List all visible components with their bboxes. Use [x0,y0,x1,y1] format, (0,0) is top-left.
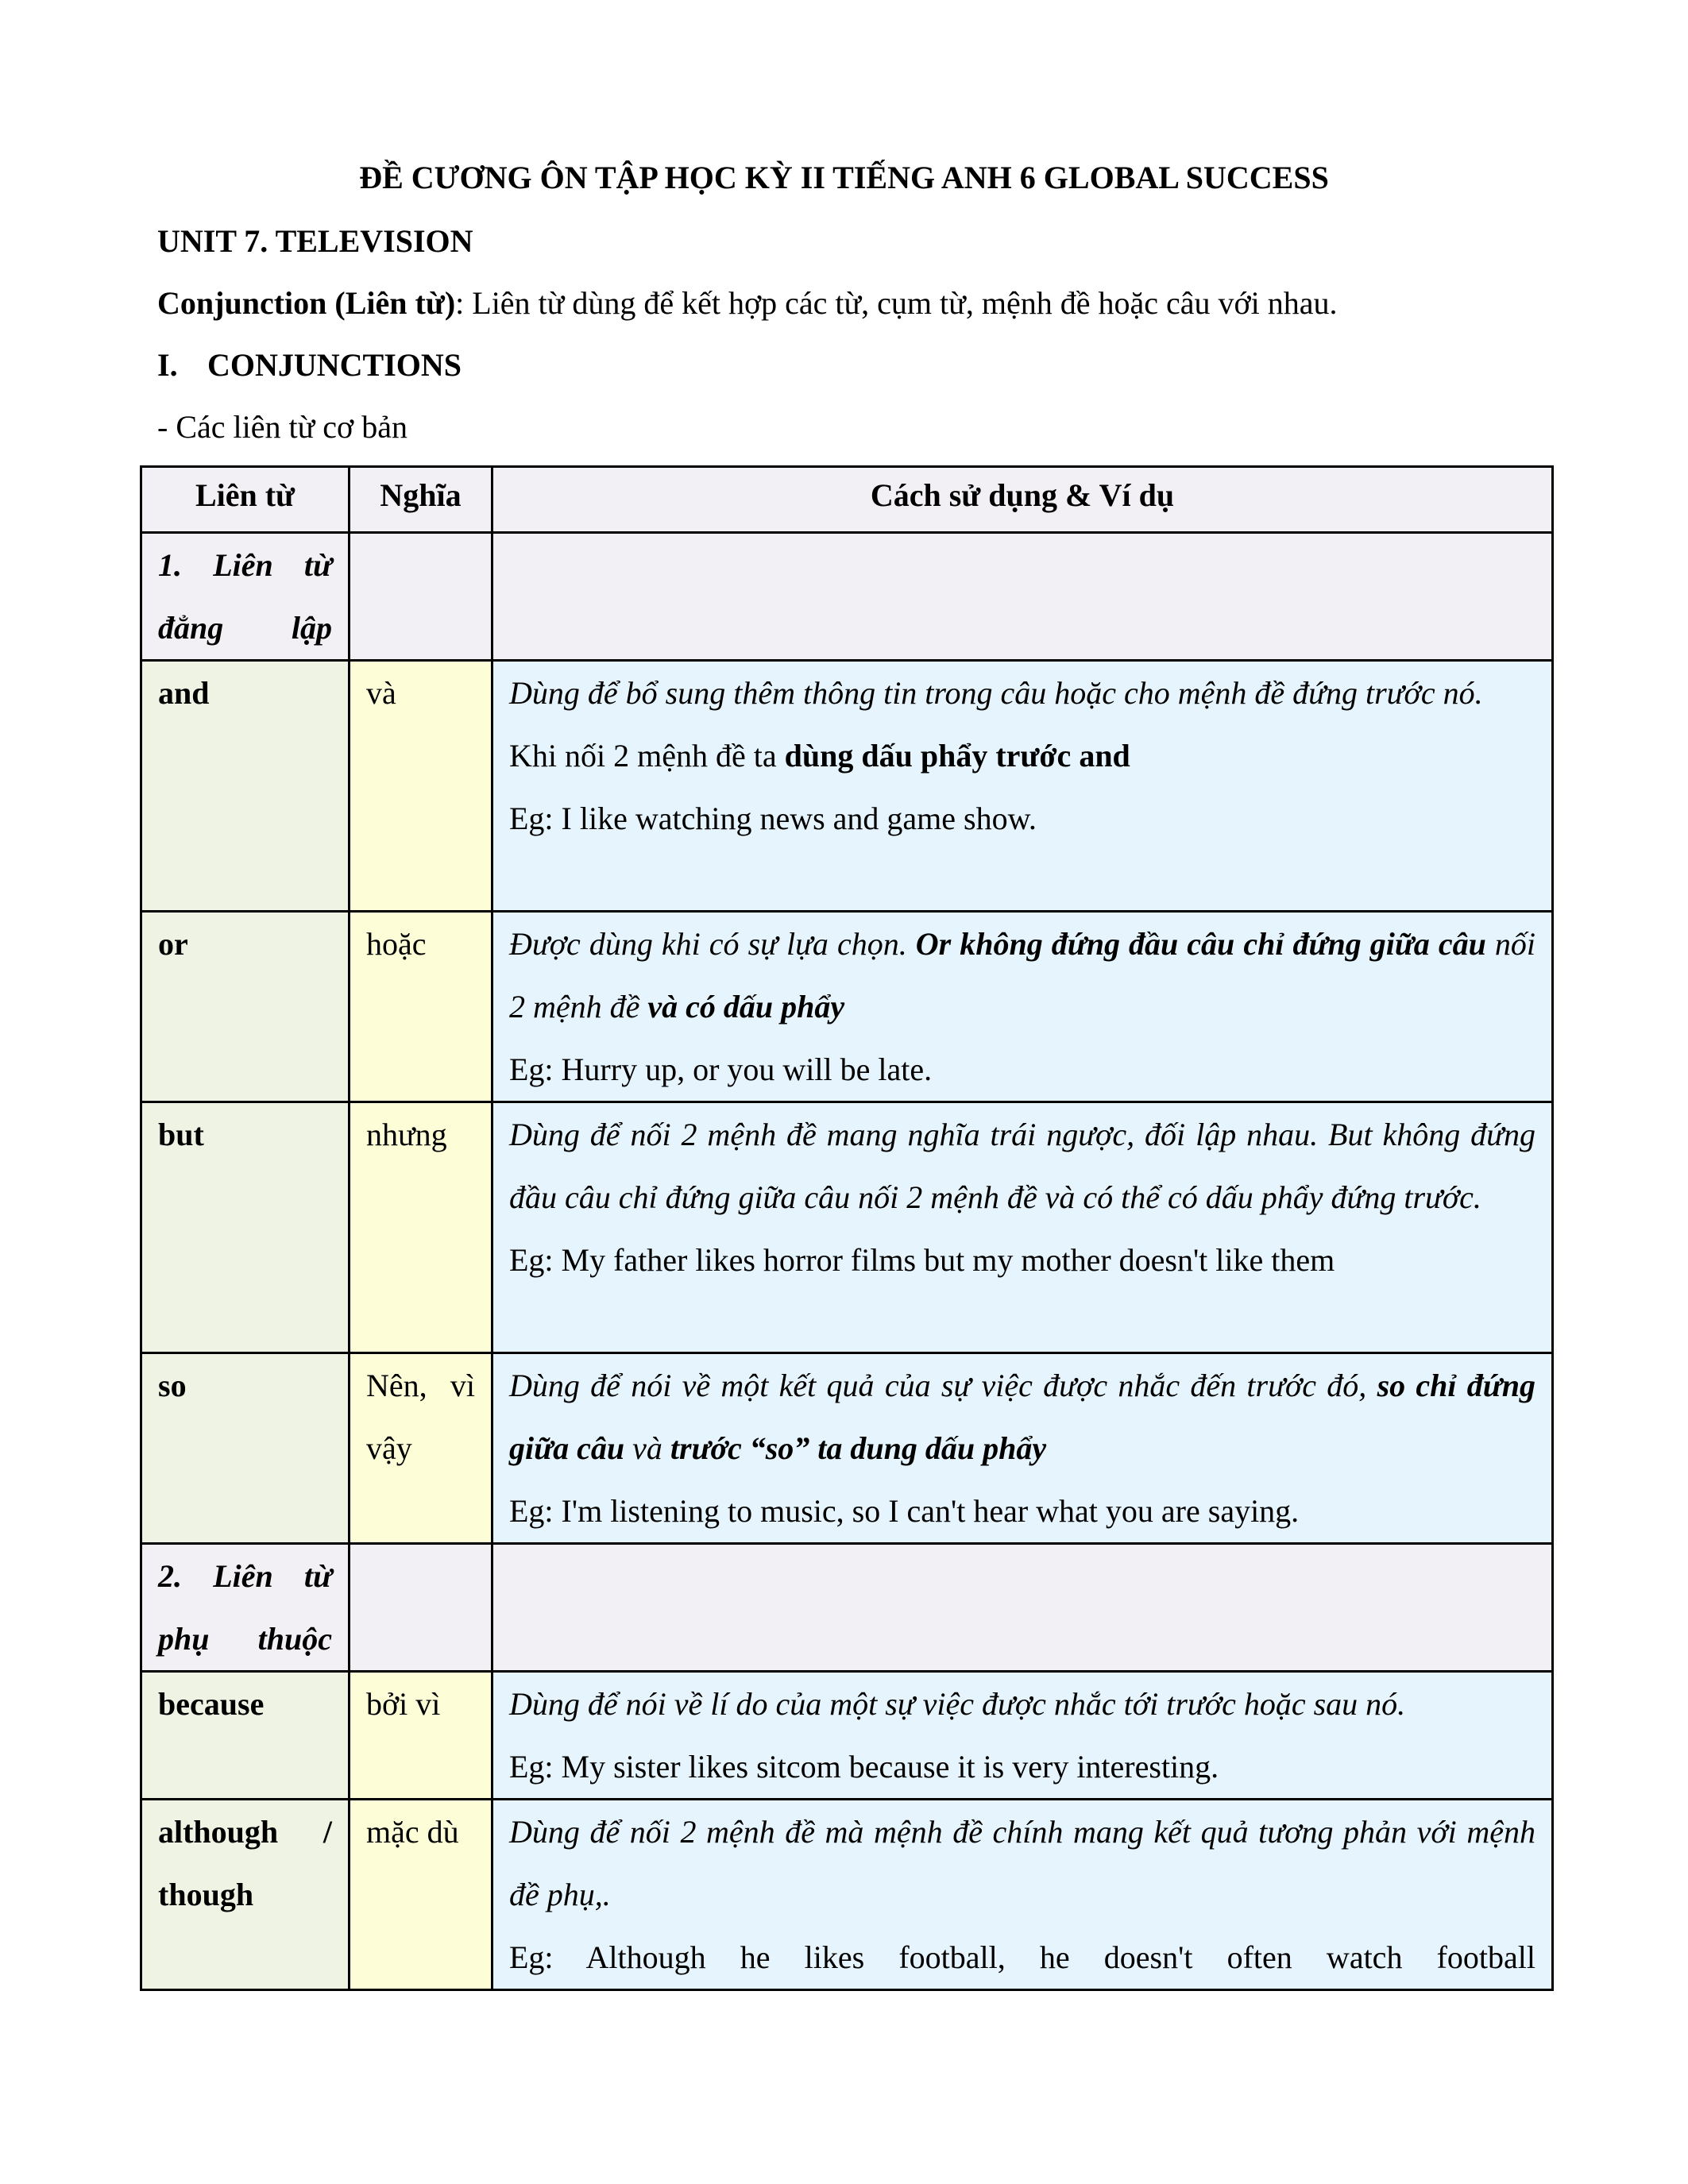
conjunction-meaning: Nên, vì vậy [350,1353,492,1544]
conjunction-meaning: nhưng [350,1102,492,1353]
usage-bold-part: so chỉ đứng giữa câu [509,1368,1536,1466]
definition-term: Conjunction (Liên từ) [157,285,456,321]
table-row-and [141,661,1553,912]
category-subordinating: 2. Liên từ phụ thuộc [141,1544,350,1672]
header-conjunction: Liên từ [141,467,350,533]
usage-text: Dùng để nói về lí do của một sự việc được nhắc tới trước hoặc sau nó. [509,1686,1406,1722]
empty-cell [350,533,492,661]
section-heading [157,343,462,388]
conjunction-usage [492,661,1553,912]
usage-part: Dùng để nói về một kết quả của sự việc được nhắc đến trước đó, [509,1368,1377,1403]
document-title: ĐỀ CƯƠNG ÔN TẬP HỌC KỲ II TIẾNG ANH 6 GLOBAL SUCCESS [359,160,1329,195]
header-usage: Cách sử dụng & Ví dụ [492,467,1553,533]
usage-part: nối 2 mệnh đề [509,926,1535,1024]
empty-cell [350,1544,492,1672]
table-header-row [141,467,1553,533]
usage-text [509,913,1535,1038]
usage-text: Dùng để nối 2 mệnh đề mang nghĩa trái ngược, đối lập nhau. But không đứng đầu câu chỉ đứng giữa câu nối 2 mệnh đề và có thể có dấu phẩy đứng trước. [509,1117,1535,1215]
usage-part: và [624,1430,670,1466]
section-title: CONJUNCTIONS [207,347,462,383]
table-row-but [141,1102,1553,1353]
definition-text: : Liên từ dùng để kết hợp các từ, cụm từ, mệnh đề hoặc câu với nhau. [455,285,1338,321]
example-text: Eg: I'm listening to music, so I can't hear what you are saying. [509,1493,1300,1529]
conjunction-meaning: bởi vì [350,1672,492,1800]
unit-title: UNIT 7. TELEVISION [157,223,473,259]
table-row-because [141,1672,1553,1800]
usage-note [509,724,1535,787]
section-number: I. [157,347,178,383]
example-text: Eg: Although he likes football, he doesn't often watch football [509,1939,1535,1975]
conjunction-usage [492,912,1553,1102]
table-row-although [141,1800,1553,1990]
conjunctions-table [140,465,1554,1991]
header-meaning: Nghĩa [350,467,492,533]
table-row-or [141,912,1553,1102]
conjunction-definition [157,281,1338,326]
conjunction-word: so [141,1353,350,1544]
usage-bold-part: và có dấu phẩy [647,989,845,1024]
example-text: Eg: My father likes horror films but my mother doesn't like them [509,1242,1335,1278]
usage-text: Dùng để bổ sung thêm thông tin trong câu hoặc cho mệnh đề đứng trước nó. [509,675,1483,711]
usage-bold-part: trước “so” ta dung dấu phẩy [670,1430,1047,1466]
note-bold: dùng dấu phẩy trước and [784,738,1130,774]
example-text: Eg: Hurry up, or you will be late. [509,1051,933,1087]
conjunction-usage [492,1353,1553,1544]
empty-cell [492,1544,1553,1672]
usage-bold-part: Or không đứng đầu câu chỉ đứng giữa câu [915,926,1486,962]
usage-text [509,1354,1535,1480]
conjunction-meaning: và [350,661,492,912]
example-text: Eg: My sister likes sitcom because it is very interesting. [509,1749,1219,1785]
conjunction-word: or [141,912,350,1102]
example-text: Eg: I like watching news and game show. [509,801,1037,836]
empty-cell [492,533,1553,661]
conjunction-word: although / though [141,1800,350,1990]
conjunction-usage [492,1102,1553,1353]
usage-text: Dùng để nối 2 mệnh đề mà mệnh đề chính mang kết quả tương phản với mệnh đề phụ,. [509,1814,1535,1912]
subheading: - Các liên từ cơ bản [157,409,408,445]
category-row-subordinating [141,1544,1553,1672]
conjunction-usage [492,1672,1553,1800]
category-row-coordinating [141,533,1553,661]
table-row-so [141,1353,1553,1544]
note-prefix: Khi nối 2 mệnh đề ta [509,738,785,774]
conjunction-meaning: hoặc [350,912,492,1102]
usage-part: Được dùng khi có sự lựa chọn. [509,926,916,962]
conjunction-word: and [141,661,350,912]
conjunction-meaning: mặc dù [350,1800,492,1990]
conjunction-word: but [141,1102,350,1353]
category-coordinating: 1. Liên từ đẳng lập [141,533,350,661]
conjunction-word: because [141,1672,350,1800]
conjunction-usage [492,1800,1553,1990]
